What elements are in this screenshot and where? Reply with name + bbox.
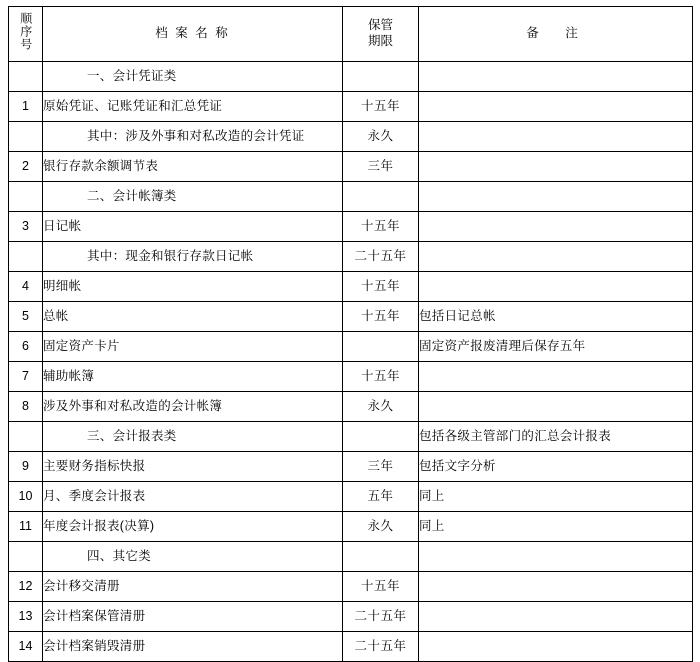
cell-sequence-no: 4 [9,272,43,302]
cell-archive-name: 其中：现金和银行存款日记帐 [43,242,343,272]
cell-archive-name: 原始凭证、记账凭证和汇总凭证 [43,92,343,122]
cell-sequence-no: 10 [9,482,43,512]
cell-remark: 包括日记总帐 [419,302,693,332]
cell-remark [419,632,693,662]
table-row [9,212,693,242]
cell-remark: 包括各级主管部门的汇总会计报表 [419,422,693,452]
cell-remark [419,572,693,602]
table-row [9,362,693,392]
cell-archive-name: 月、季度会计报表 [43,482,343,512]
cell-retention-period: 永久 [343,122,419,152]
cell-archive-name: 固定资产卡片 [43,332,343,362]
cell-archive-name: 会计档案保管清册 [43,602,343,632]
cell-remark: 包括文字分析 [419,452,693,482]
cell-archive-name: 总帐 [43,302,343,332]
cell-sequence-no: 2 [9,152,43,182]
cell-retention-period: 二十五年 [343,242,419,272]
table-row [9,392,693,422]
cell-remark [419,602,693,632]
cell-retention-period [343,62,419,92]
cell-archive-name: 会计档案销毁清册 [43,632,343,662]
cell-archive-name: 日记帐 [43,212,343,242]
cell-remark: 同上 [419,482,693,512]
cell-archive-name: 辅助帐簿 [43,362,343,392]
column-header-retention-period [343,7,419,62]
table-row [9,302,693,332]
table-row [9,182,693,212]
table-row [9,602,693,632]
cell-remark: 同上 [419,512,693,542]
cell-sequence-no [9,62,43,92]
cell-remark [419,122,693,152]
cell-remark [419,362,693,392]
cell-sequence-no: 8 [9,392,43,422]
cell-sequence-no [9,422,43,452]
archive-retention-table [8,6,693,662]
cell-archive-name: 年度会计报表(决算) [43,512,343,542]
cell-archive-name: 银行存款余额调节表 [43,152,343,182]
table-row [9,122,693,152]
table-row [9,92,693,122]
cell-retention-period: 十五年 [343,362,419,392]
table-row [9,632,693,662]
table-header-row [9,7,693,62]
table-row [9,452,693,482]
column-header-sequence-no-label: 顺序号 [18,12,33,52]
column-header-sequence-no [9,7,43,62]
table-row [9,572,693,602]
cell-sequence-no: 9 [9,452,43,482]
cell-sequence-no [9,242,43,272]
cell-remark: 固定资产报废清理后保存五年 [419,332,693,362]
cell-remark [419,272,693,302]
cell-retention-period: 永久 [343,392,419,422]
cell-remark [419,152,693,182]
cell-retention-period: 二十五年 [343,602,419,632]
cell-retention-period [343,542,419,572]
cell-archive-name: 一、会计凭证类 [43,62,343,92]
table-row [9,242,693,272]
cell-archive-name: 三、会计报表类 [43,422,343,452]
cell-remark [419,392,693,422]
cell-retention-period: 十五年 [343,572,419,602]
table-row [9,422,693,452]
column-header-archive-name: 档 案 名 称 [43,7,343,62]
cell-retention-period: 三年 [343,152,419,182]
cell-retention-period: 永久 [343,512,419,542]
cell-retention-period: 三年 [343,452,419,482]
cell-retention-period: 五年 [343,482,419,512]
cell-retention-period: 十五年 [343,302,419,332]
cell-remark [419,242,693,272]
table-body [9,62,693,662]
cell-archive-name: 会计移交清册 [43,572,343,602]
cell-retention-period [343,422,419,452]
cell-sequence-no: 14 [9,632,43,662]
cell-sequence-no [9,122,43,152]
cell-archive-name: 四、其它类 [43,542,343,572]
cell-remark [419,212,693,242]
table-row [9,512,693,542]
cell-sequence-no: 11 [9,512,43,542]
cell-retention-period [343,332,419,362]
cell-remark [419,542,693,572]
cell-archive-name: 二、会计帐簿类 [43,182,343,212]
cell-remark [419,62,693,92]
cell-retention-period [343,182,419,212]
cell-sequence-no [9,542,43,572]
column-header-remark: 备 注 [419,7,693,62]
cell-retention-period: 十五年 [343,212,419,242]
table-row [9,272,693,302]
table-row [9,62,693,92]
cell-remark [419,182,693,212]
cell-sequence-no: 1 [9,92,43,122]
cell-retention-period: 十五年 [343,92,419,122]
cell-archive-name: 其中：涉及外事和对私改造的会计凭证 [43,122,343,152]
cell-archive-name: 主要财务指标快报 [43,452,343,482]
retention-period-line2: 期限 [367,34,393,48]
cell-retention-period: 二十五年 [343,632,419,662]
cell-retention-period: 十五年 [343,272,419,302]
table-row [9,542,693,572]
cell-sequence-no: 12 [9,572,43,602]
cell-sequence-no: 5 [9,302,43,332]
cell-sequence-no [9,182,43,212]
cell-archive-name: 涉及外事和对私改造的会计帐簿 [43,392,343,422]
cell-sequence-no: 3 [9,212,43,242]
cell-remark [419,92,693,122]
cell-sequence-no: 7 [9,362,43,392]
cell-sequence-no: 13 [9,602,43,632]
table-row [9,332,693,362]
table-row [9,482,693,512]
cell-sequence-no: 6 [9,332,43,362]
cell-archive-name: 明细帐 [43,272,343,302]
table-header [9,7,693,62]
retention-period-line1: 保管 [367,18,393,33]
table-row [9,152,693,182]
